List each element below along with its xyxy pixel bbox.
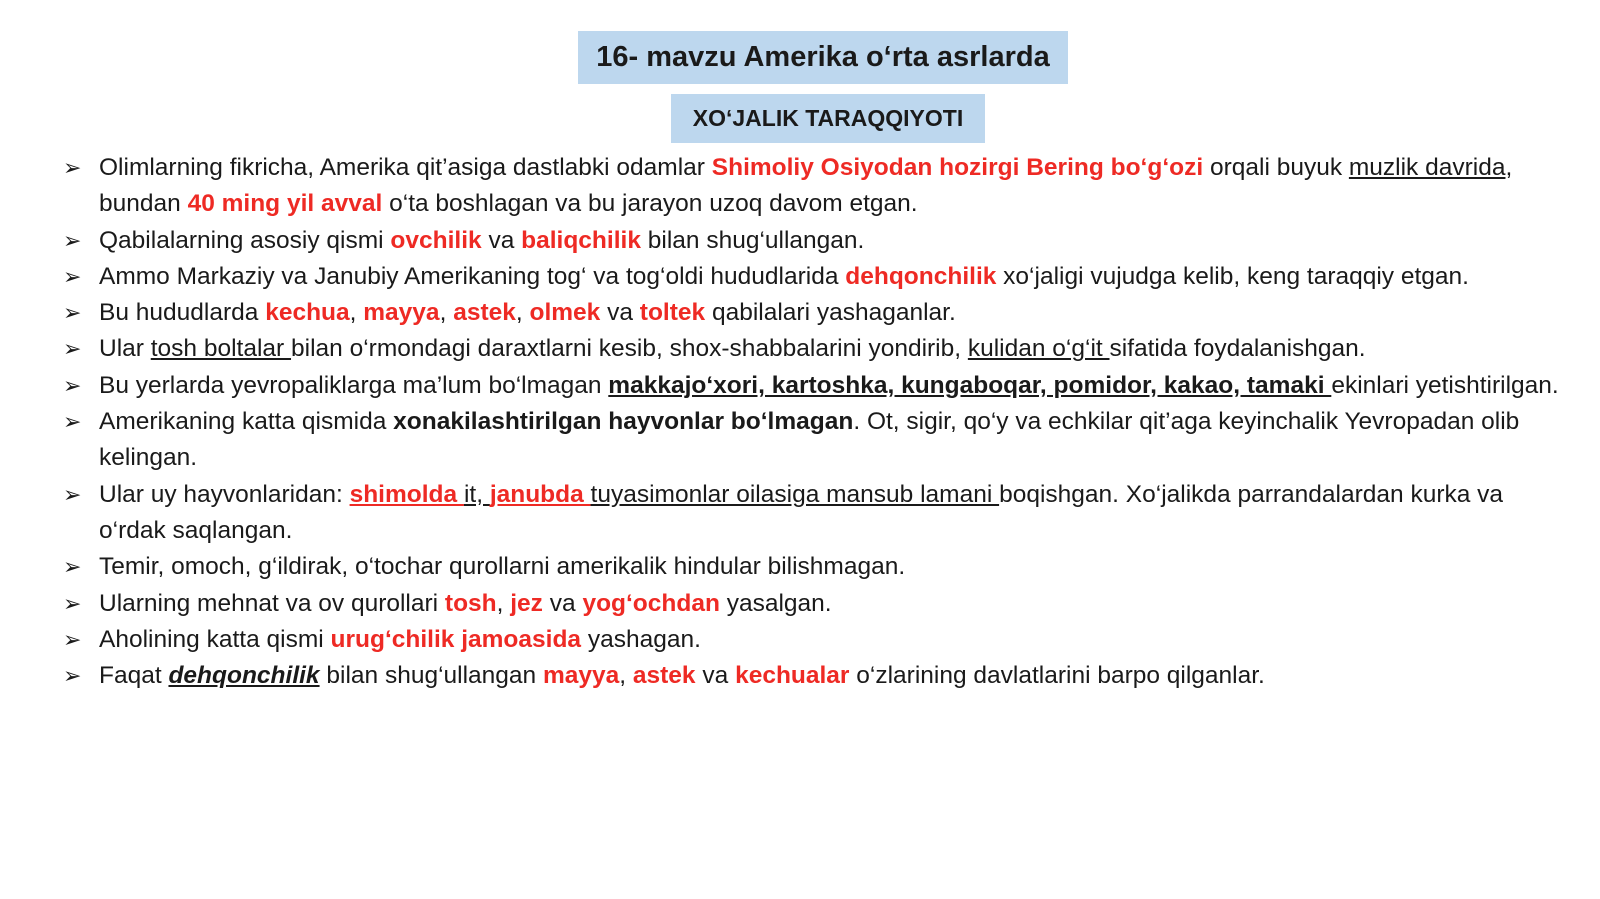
bullet-item: [60, 658, 1560, 694]
bullet-text: ,: [619, 662, 633, 690]
bullet-item: [60, 368, 1560, 404]
bullet-highlight: dehqonchilik: [845, 262, 997, 290]
bullet-underline: it,: [463, 480, 490, 508]
arrow-bullet-icon: ➢: [63, 409, 82, 435]
bullet-text: ,: [515, 299, 530, 327]
bullet-item: [60, 150, 1560, 223]
bullet-highlight: astek: [632, 662, 696, 690]
bullet-highlight: mayya: [542, 662, 620, 690]
bullet-list: [60, 150, 1560, 694]
bullet-bold-italic-underline: dehqonchilik: [168, 662, 320, 690]
bullet-item: [60, 586, 1560, 622]
bullet-underline: kulidan o‘g‘it: [967, 335, 1110, 363]
arrow-bullet-icon: ➢: [63, 227, 82, 253]
bullet-highlight: 40 ming yil avval: [187, 190, 383, 218]
bullet-underline: tuyasimonlar oilasiga mansub lamani: [590, 480, 1000, 508]
bullet-item: [60, 259, 1560, 295]
bullet-highlight: yog‘ochdan: [582, 589, 720, 617]
bullet-text: Faqat: [99, 662, 169, 690]
bullet-text: Qabilalarning asosiy qismi: [99, 226, 391, 254]
bullet-text: qabilalari yashaganlar.: [705, 299, 956, 327]
arrow-bullet-icon: ➢: [63, 590, 82, 616]
bullet-highlight: urug‘chilik jamoasida: [330, 625, 582, 653]
bullet-underline: muzlik davrida: [1348, 154, 1506, 181]
arrow-bullet-icon: ➢: [63, 155, 82, 180]
bullet-text: sifatida foydalanishgan.: [1109, 335, 1366, 363]
bullet-highlight: kechualar: [735, 662, 850, 690]
slide-subtitle-text: XO‘JALIK TARAQQIYOTI: [692, 105, 964, 131]
bullet-text: Olimlarning fikricha, Amerika qit’asiga dastlabki odamlar: [99, 154, 712, 181]
bullet-text: Ular: [99, 335, 151, 363]
bullet-item: [60, 404, 1560, 477]
bullet-highlight: shimolda: [349, 480, 464, 508]
bullet-underline: tosh boltalar: [150, 335, 292, 363]
bullet-text: ekinlari yetishtirilgan.: [1331, 371, 1559, 399]
slide-subtitle: [671, 94, 985, 143]
bullet-text: ,: [496, 589, 511, 617]
bullet-text: yasalgan.: [719, 589, 832, 617]
slide-title: [578, 31, 1068, 84]
arrow-bullet-icon: ➢: [63, 481, 82, 507]
bullet-text: Aholining katta qismi: [99, 625, 331, 653]
bullet-text: orqali buyuk: [1203, 154, 1349, 181]
bullet-text: va: [542, 589, 583, 617]
arrow-bullet-icon: ➢: [63, 663, 82, 689]
bullet-text: va: [481, 226, 522, 254]
bullet-highlight: astek: [453, 299, 516, 327]
slide-title-text: 16- mavzu Amerika o‘rta asrlarda: [596, 41, 1050, 73]
arrow-bullet-icon: ➢: [63, 336, 82, 362]
bullet-item: [60, 295, 1560, 331]
bullet-highlight: jez: [510, 589, 543, 617]
bullet-text: Temir, omoch, g‘ildirak, o‘tochar qurollarni amerikalik hindular bilishmagan.: [99, 553, 906, 581]
bullet-text: o‘ta boshlagan va bu jarayon uzoq davom etgan.: [382, 190, 918, 218]
bullet-text: bilan o‘rmondagi daraxtlarni kesib, shox-shabbalarini yondirib,: [291, 335, 968, 363]
bullet-highlight: olmek: [529, 299, 601, 327]
bullet-highlight: ovchilik: [390, 226, 482, 254]
bullet-text: boqishgan. Xo‘jalikda parrandalardan kurka va o‘rdak saqlangan.: [99, 480, 1504, 544]
bullet-item: [60, 622, 1560, 658]
bullet-text: Bu yerlarda yevropaliklarga ma’lum bo‘lmagan: [99, 371, 609, 399]
bullet-text: Ularning mehnat va ov qurollari: [99, 589, 445, 617]
bullet-highlight: janubda: [489, 480, 591, 508]
bullet-text: , bundan: [99, 154, 1513, 218]
bullet-text: Ammo Markaziy va Janubiy Amerikaning tog‘ va tog‘oldi hududlarida: [99, 262, 846, 290]
bullet-text: bilan shug‘ullangan: [319, 662, 543, 690]
bullet-text: Ular uy hayvonlaridan:: [99, 480, 350, 508]
bullet-highlight: tosh: [444, 589, 497, 617]
arrow-bullet-icon: ➢: [63, 300, 82, 326]
bullet-text: xo‘jaligi vujudga kelib, keng taraqqiy etgan.: [996, 262, 1469, 290]
bullet-text: bilan shug‘ullangan.: [640, 226, 865, 254]
bullet-text: Amerikaning katta qismida: [99, 408, 394, 436]
bullet-item: [60, 331, 1560, 367]
bullet-item: [60, 549, 1560, 585]
bullet-item: [60, 477, 1560, 550]
bullet-bold: xonakilashtirilgan hayvonlar bo‘lmagan: [393, 408, 854, 436]
arrow-bullet-icon: ➢: [63, 263, 82, 289]
bullet-highlight: Shimoliy Osiyodan hozirgi Bering bo‘g‘ozi: [711, 154, 1204, 181]
arrow-bullet-icon: ➢: [63, 372, 82, 398]
bullet-highlight: toltek: [639, 299, 706, 327]
bullet-text: . Ot, sigir, qo‘y va echkilar qit’aga keyinchalik Yevropadan olib kelingan.: [99, 408, 1520, 472]
bullet-text: o‘zlarining davlatlarini barpo qilganlar.: [849, 662, 1265, 690]
bullet-highlight: kechua: [265, 299, 350, 327]
bullet-highlight: baliqchilik: [521, 226, 641, 254]
bullet-text: Bu hududlarda: [99, 299, 266, 327]
bullet-text: va: [695, 662, 736, 690]
bullet-bold-underline: makkajo‘xori, kartoshka, kungaboqar, pomidor, kakao, tamaki: [608, 371, 1332, 399]
arrow-bullet-icon: ➢: [63, 626, 82, 652]
bullet-item: [60, 223, 1560, 259]
bullet-text: va: [600, 299, 640, 327]
bullet-highlight: mayya: [363, 299, 440, 327]
bullet-text: ,: [349, 299, 364, 327]
bullet-text: yashagan.: [581, 625, 701, 653]
arrow-bullet-icon: ➢: [63, 554, 82, 580]
bullet-text: ,: [439, 299, 454, 327]
